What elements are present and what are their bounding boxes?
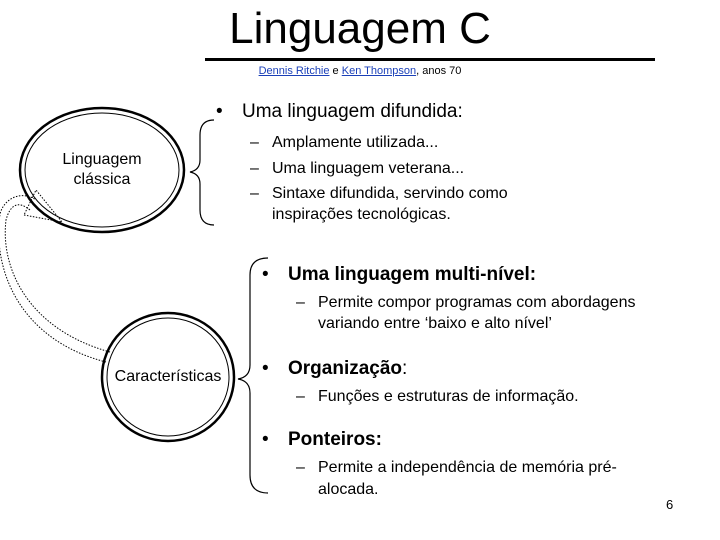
item-dash: –: [296, 388, 305, 405]
title-underline: [205, 58, 655, 61]
section-title-difundida: Uma linguagem difundida:: [242, 101, 463, 122]
item-memoria-line2: alocada.: [318, 481, 379, 498]
item-dash: –: [296, 459, 305, 476]
item-compor-line2: variando entre ‘baixo e alto nível’: [318, 315, 552, 332]
classic-label: [32, 150, 172, 190]
item-dash: –: [250, 134, 259, 151]
section-bullet: •: [262, 358, 269, 379]
slide-title: Linguagem C: [229, 4, 491, 53]
organizacao-word: Organização: [288, 358, 403, 379]
classic-label-line1: Linguagem: [62, 151, 142, 168]
classic-brace: [190, 120, 214, 225]
item-funcoes: Funções e estruturas de informação.: [318, 388, 579, 405]
subtitle-separator: e: [329, 65, 342, 77]
author-link-thompson[interactable]: Ken Thompson: [341, 65, 417, 77]
item-compor-line1: Permite compor programas com abordagens: [318, 294, 636, 311]
section-bullet: •: [216, 101, 223, 122]
item-dash: –: [250, 160, 259, 177]
item-veterana: Uma linguagem veterana...: [272, 160, 465, 177]
item-dash: –: [296, 294, 305, 311]
features-label: Características: [114, 368, 222, 385]
item-memoria-line1: Permite a independência de memória pré-: [318, 459, 617, 476]
classic-label-line2: clássica: [73, 171, 131, 188]
author-link-ritchie[interactable]: Dennis Ritchie: [258, 65, 330, 77]
item-sintaxe-line1: Sintaxe difundida, servindo como: [272, 185, 508, 202]
section-title-multinivel: Uma linguagem multi-nível:: [288, 264, 537, 285]
section-bullet: •: [262, 264, 269, 285]
section-bullet: •: [262, 429, 269, 450]
subtitle-era: , anos 70: [416, 65, 462, 77]
slide-subtitle: [0, 64, 720, 78]
organizacao-colon: :: [402, 358, 408, 379]
item-sintaxe-line2: inspirações tecnológicas.: [272, 206, 451, 223]
section-title-organizacao: [288, 357, 407, 381]
item-dash: –: [250, 185, 259, 202]
item-amplamente: Amplamente utilizada...: [272, 134, 439, 151]
section-title-ponteiros: Ponteiros:: [288, 429, 382, 450]
page-number: 6: [666, 497, 674, 512]
